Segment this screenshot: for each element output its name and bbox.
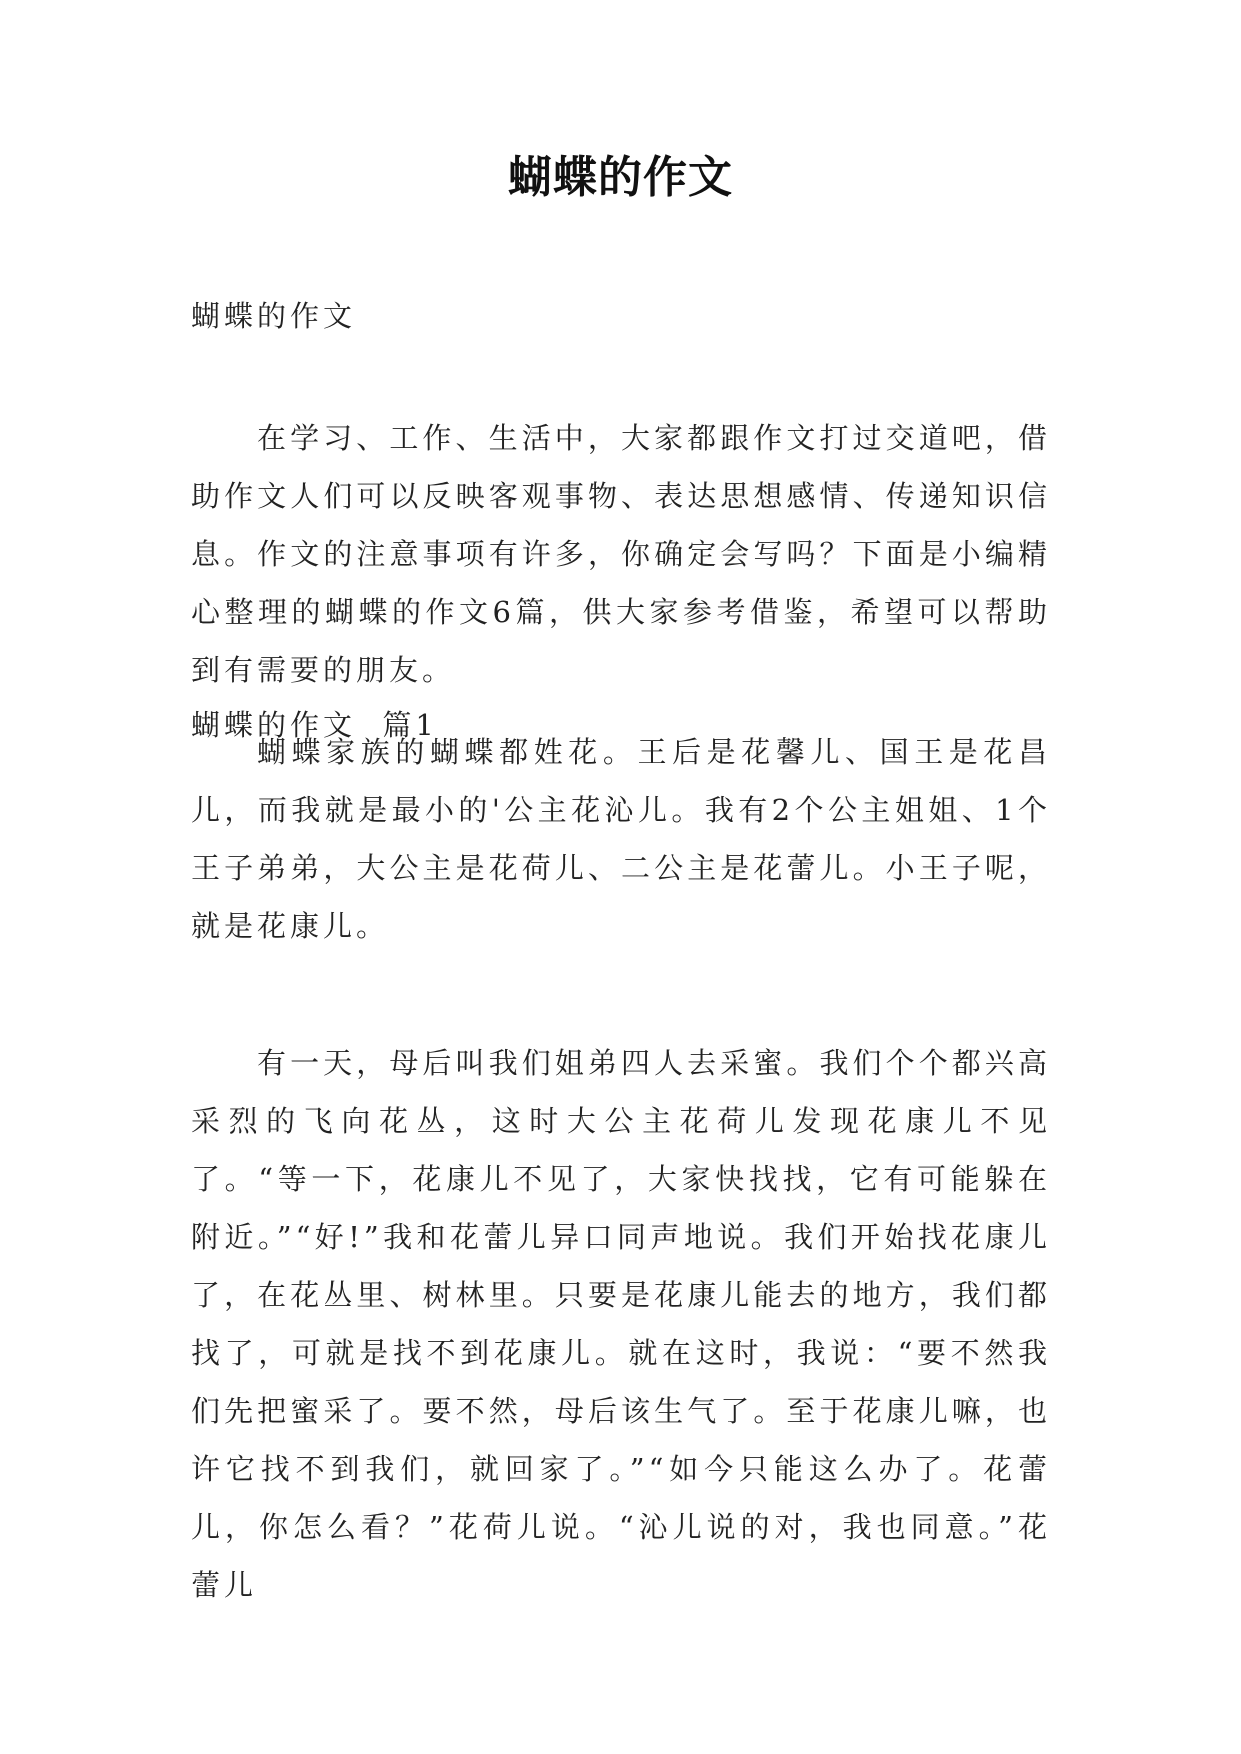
body-paragraph: 蝴蝶家族的蝴蝶都姓花。王后是花馨儿、国王是花昌儿，而我就是最小的'公主花沁儿。我有2个公主姐姐、1个王子弟弟，大公主是花荷儿、二公主是花蕾儿。小王子呢，就是花康儿。 [191,735,1051,943]
body-paragraph: 有一天，母后叫我们姐弟四人去采蜜。我们个个都兴高采烈的飞向花丛，这时大公主花荷儿发现花康儿不见了。“等一下，花康儿不见了，大家快找找，它有可能躲在附近。”“好!”我和花蕾儿异口同声地说。我们开始找花康儿了，在花丛里、树林里。只要是花康儿能去的地方，我们都找了，可就是找不到花康儿。就在这时，我说：“要不然我们先把蜜采了。要不然，母后该生气了。至于花康儿嘛，也许它找不到我们，就回家了。”“如今只能这么办了。花蕾儿，你怎么看？”花荷儿说。“沁儿说的对，我也同意。”花蕾儿 [191,1046,1051,1602]
intro-paragraph: 在学习、工作、生活中，大家都跟作文打过交道吧，借助作文人们可以反映客观事物、表达思想感情、传递知识信息。作文的注意事项有许多，你确定会写吗？下面是小编精心整理的蝴蝶的作文6篇，供大家参考借鉴，希望可以帮助到有需要的朋友。 [191,421,1051,687]
document-subtitle: 蝴蝶的作文 [191,299,357,333]
section-heading: 蝴蝶的作文 篇1 [191,708,438,742]
page-title: 蝴蝶的作文 [508,152,733,203]
